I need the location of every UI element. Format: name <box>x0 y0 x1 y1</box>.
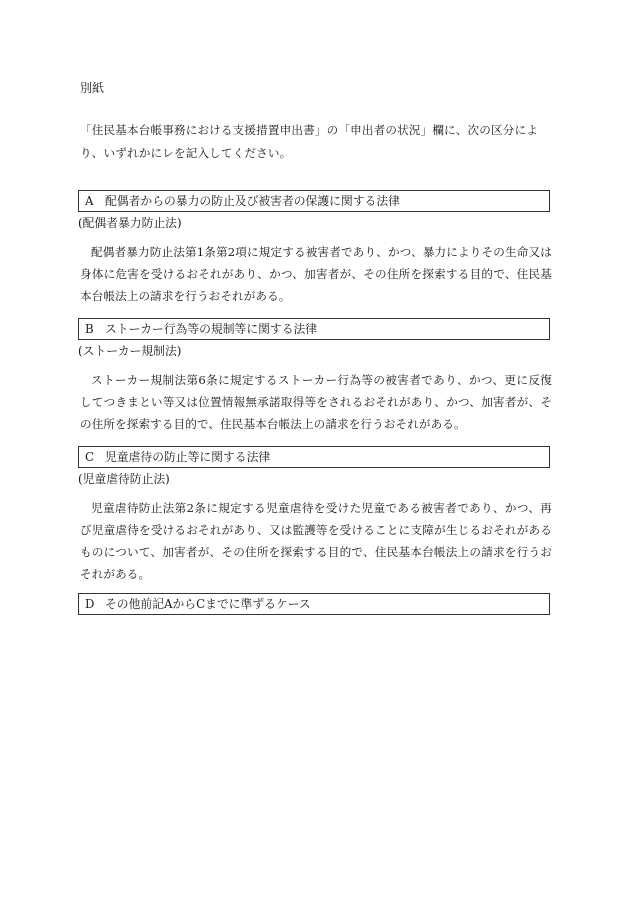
section-d-title: その他前記AからCまでに準ずるケース <box>105 597 311 611</box>
intro-instructions <box>80 119 558 165</box>
section-c-title: 児童虐待の防止等に関する法律 <box>105 450 271 464</box>
section-c-letter: C <box>85 450 95 464</box>
section-d-header <box>78 593 550 615</box>
section-c-description: 児童虐待防止法第2条に規定する児童虐待を受けた児童である被害者であり、かつ、再び児童虐待を受けるおそれがあり、又は監護等を受けることに支障が生じるおそれがあるものについて、加害者が、その住所を探索する目的で、住民基本台帳法上の請求を行うおそれがある。 <box>80 501 552 581</box>
section-b-letter: B <box>85 322 94 336</box>
section-c-description-block <box>80 497 552 585</box>
section-a-letter: A <box>85 194 94 208</box>
section-c-abbreviation: (児童虐待防止法) <box>78 472 170 486</box>
section-d-letter: D <box>85 597 95 611</box>
section-a-abbreviation: (配偶者暴力防止法) <box>78 216 182 230</box>
section-a-header <box>78 190 550 212</box>
section-a-description: 配偶者暴力防止法第1条第2項に規定する被害者であり、かつ、暴力によりその生命又は身体に危害を受けるおそれがあり、かつ、加害者が、その住所を探索する目的で、住民基本台帳法上の請求を行うおそれがある。 <box>80 245 552 303</box>
section-b-header <box>78 318 550 340</box>
section-b-title: ストーカー行為等の規制等に関する法律 <box>105 322 318 336</box>
section-c-header <box>78 446 550 468</box>
section-a-description-block <box>80 241 552 307</box>
section-b-description-block <box>80 369 552 435</box>
section-a-title: 配偶者からの暴力の防止及び被害者の保護に関する法律 <box>105 194 400 208</box>
section-b-abbreviation: (ストーカー規制法) <box>78 344 182 358</box>
section-b-description: ストーカー規制法第6条に規定するストーカー行為等の被害者であり、かつ、更に反復してつきまとい等又は位置情報無承諾取得等をされるおそれがあり、かつ、加害者が、その住所を探索する目的で、住民基本台帳法上の請求を行うおそれがある。 <box>80 373 552 431</box>
attachment-label: 別紙 <box>80 81 105 95</box>
intro-text: 「住民基本台帳事務における支援措置申出書」の「申出者の状況」欄に、次の区分により、いずれかにレを記入してください。 <box>80 123 539 160</box>
